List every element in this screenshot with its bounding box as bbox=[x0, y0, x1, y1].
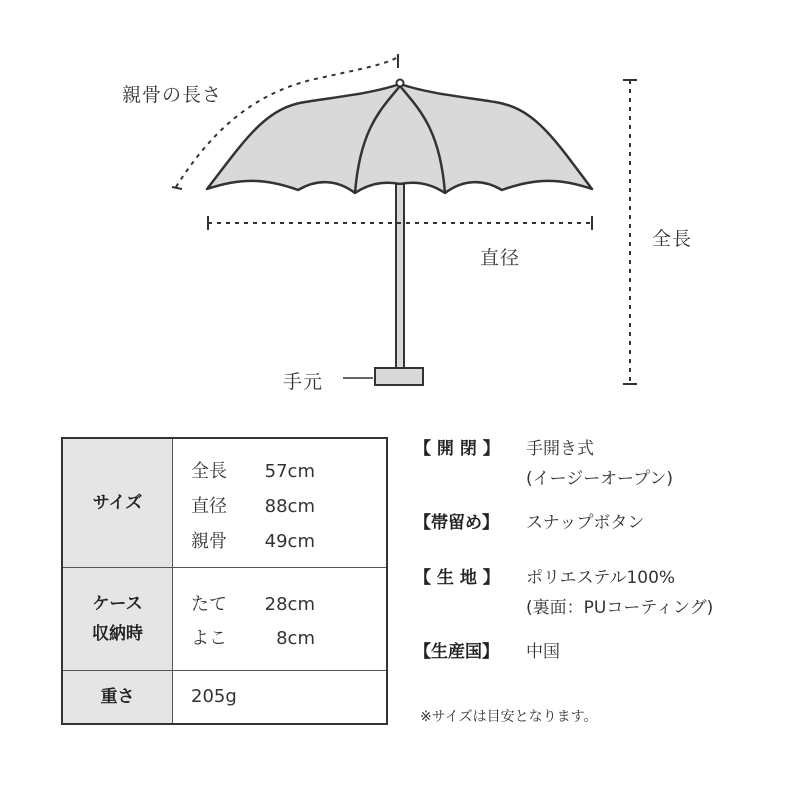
detail-fabric-line1: ポリエステル100% bbox=[526, 568, 676, 588]
size-diameter-value: 88cm bbox=[264, 496, 315, 517]
total-length-label: 全長 bbox=[652, 228, 693, 250]
weight-value: 205g bbox=[191, 686, 237, 707]
diameter-label: 直径 bbox=[480, 247, 521, 269]
case-width-value: 8cm bbox=[276, 628, 315, 649]
case-row bbox=[63, 567, 386, 670]
weight-row bbox=[63, 670, 386, 723]
size-line-total bbox=[191, 457, 315, 483]
size-row bbox=[63, 439, 386, 567]
detail-fabric-label: 【 生 地 】 bbox=[414, 568, 500, 588]
rib-length-label: 親骨の長さ bbox=[122, 84, 223, 106]
umbrella-tip bbox=[397, 80, 404, 87]
size-diameter-label: 直径 bbox=[191, 496, 227, 517]
detail-fabric-value bbox=[526, 563, 713, 623]
size-total-value: 57cm bbox=[264, 461, 315, 482]
size-header-label: サイズ bbox=[92, 493, 143, 513]
size-rib-label: 親骨 bbox=[191, 531, 227, 552]
case-header-line1: ケース bbox=[92, 594, 143, 614]
weight-header bbox=[63, 671, 173, 723]
umbrella-shaft bbox=[396, 184, 404, 369]
size-total-label: 全長 bbox=[191, 461, 227, 482]
case-values bbox=[173, 568, 386, 670]
umbrella-canopy bbox=[207, 84, 592, 193]
case-line-width bbox=[191, 624, 315, 650]
detail-fabric-line2: (裏面：PUコーティング) bbox=[526, 598, 714, 618]
umbrella-handle bbox=[375, 368, 423, 385]
case-header bbox=[63, 568, 173, 670]
weight-header-label: 重さ bbox=[100, 687, 135, 707]
size-values bbox=[173, 439, 386, 567]
case-line-height bbox=[191, 590, 315, 616]
handle-label: 手元 bbox=[283, 371, 324, 393]
case-height-label: たて bbox=[191, 594, 227, 615]
size-disclaimer-note: ※サイズは目安となります。 bbox=[420, 709, 598, 725]
case-width-label: よこ bbox=[191, 628, 227, 649]
case-height-value: 28cm bbox=[264, 594, 315, 615]
rib-length-end-tick bbox=[172, 187, 182, 189]
size-rib-value: 49cm bbox=[264, 531, 315, 552]
spec-table bbox=[61, 437, 388, 725]
detail-strap-label: 【帯留め】 bbox=[414, 513, 499, 533]
detail-origin-value: 中国 bbox=[526, 642, 560, 662]
detail-open-close-value bbox=[526, 434, 673, 494]
detail-open-close-line2: (イージーオープン) bbox=[526, 469, 674, 489]
case-header-line2: 収納時 bbox=[92, 624, 143, 644]
detail-open-close-line1: 手開き式 bbox=[526, 439, 594, 459]
size-header bbox=[63, 439, 173, 567]
detail-origin-label: 【生産国】 bbox=[414, 642, 499, 662]
detail-strap-value: スナップボタン bbox=[526, 513, 645, 533]
size-line-rib bbox=[191, 527, 315, 553]
detail-open-close-label: 【 開 閉 】 bbox=[414, 439, 500, 459]
weight-values bbox=[173, 671, 386, 723]
size-line-diameter bbox=[191, 492, 315, 518]
